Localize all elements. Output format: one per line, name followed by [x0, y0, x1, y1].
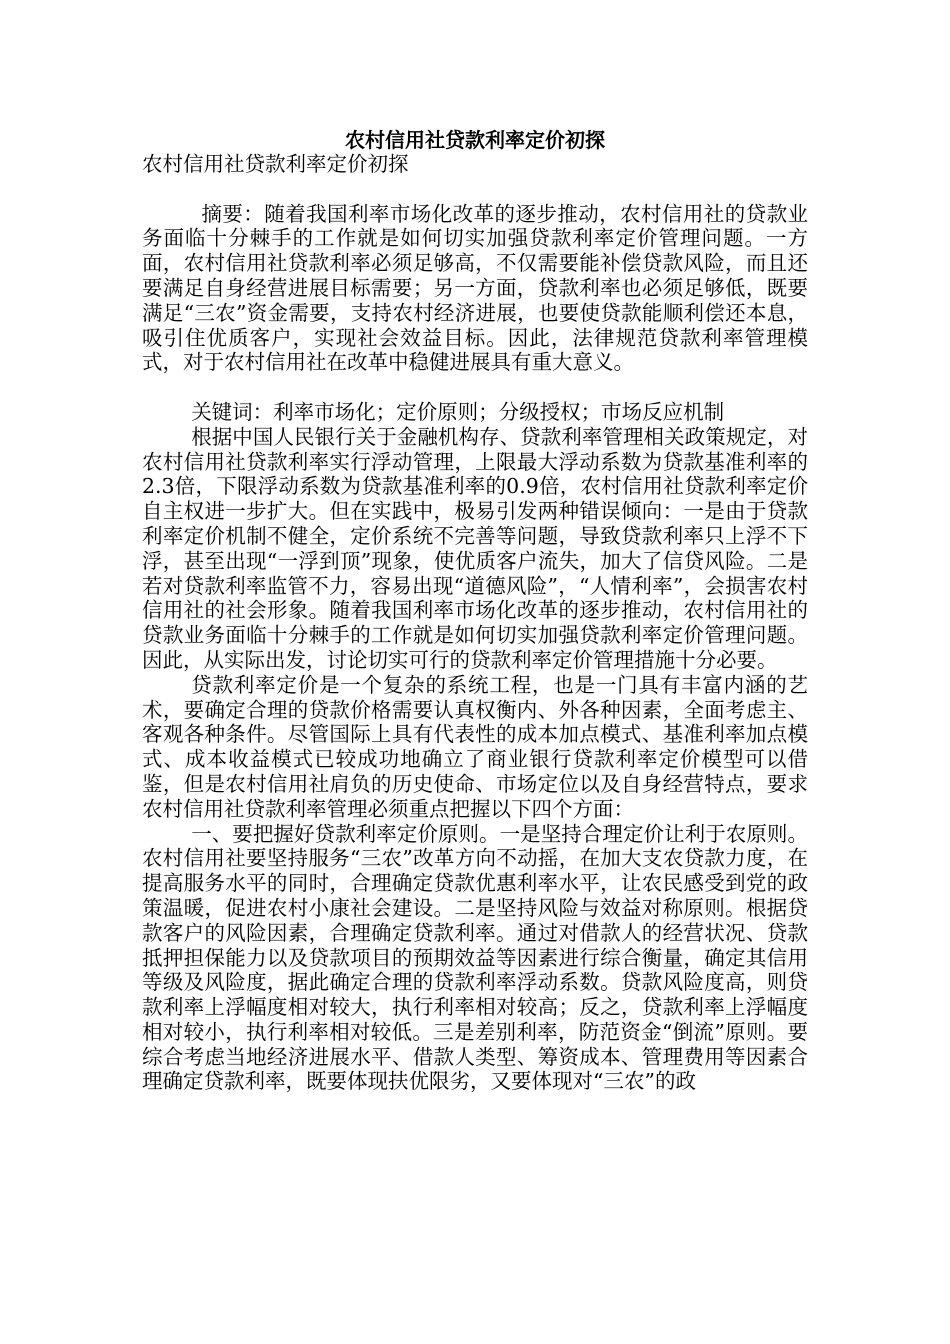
document-body — [142, 152, 808, 1094]
body-paragraph: 根据中国人民银行关于金融机构存、贷款利率管理相关政策规定，对农村信用社贷款利率实行浮动管理，上限最大浮动系数为贷款基准利率的2.3倍，下限浮动系数为贷款基准利率的0.9倍，农村信用社贷款利率定价自主权进一步扩大。但在实践中，极易引发两种错误倾向：一是由于贷款利率定价机制不健全，定价系统不完善等问题，导致贷款利率只上浮不下浮，甚至出现“一浮到顶”现象，使优质客户流失，加大了信贷风险。二是若对贷款利率监管不力，容易出现“道德风险”，“人情利率”，会损害农村信用社的社会形象。随着我国利率市场化改革的逐步推动，农村信用社的贷款业务面临十分棘手的工作就是如何切实加强贷款利率定价管理问题。因此，从实际出发，讨论切实可行的贷款利率定价管理措施十分必要。 — [142, 424, 808, 672]
document-subtitle: 农村信用社贷款利率定价初探 — [142, 152, 409, 176]
body-paragraph: 贷款利率定价是一个复杂的系统工程，也是一门具有丰富内涵的艺术，要确定合理的贷款价格需要认真权衡内、外各种因素，全面考虑主、客观各种条件。尽管国际上具有代表性的成本加点模式、基准利率加点模式、成本收益模式已较成功地确立了商业银行贷款利率定价模型可以借鉴，但是农村信用社肩负的历史使命、市场定位以及自身经营特点，要求农村信用社贷款利率管理必须重点把握以下四个方面： — [142, 672, 808, 821]
abstract-paragraph: 摘要：随着我国利率市场化改革的逐步推动，农村信用社的贷款业务面临十分棘手的工作就是如何切实加强贷款利率定价管理问题。一方面，农村信用社贷款利率必须足够高，不仅需要能补偿贷款风险，而且还要满足自身经营进展目标需要；另一方面，贷款利率也必须足够低，既要满足“三农”资金需要，支持农村经济进展，也要使贷款能顺利偿还本息，吸引住优质客户，实现社会效益目标。因此，法律规范贷款利率管理模式，对于农村信用社在改革中稳健进展具有重大意义。 — [142, 201, 808, 375]
blank-line — [142, 177, 808, 202]
body-paragraph: 一、要把握好贷款利率定价原则。一是坚持合理定价让利于农原则。农村信用社要坚持服务“三农”改革方向不动摇，在加大支农贷款力度，在提高服务水平的同时，合理确定贷款优惠利率水平，让农民感受到党的政策温暖，促进农村小康社会建设。二是坚持风险与效益对称原则。根据贷款客户的风险因素，合理确定贷款利率。通过对借款人的经营状况、贷款抵押担保能力以及贷款项目的预期效益等因素进行综合衡量，确定其信用等级及风险度，据此确定合理的贷款利率浮动系数。贷款风险度高，则贷款利率上浮幅度相对较大，执行利率相对较高；反之，贷款利率上浮幅度相对较小，执行利率相对较低。三是差别利率，防范资金“倒流”原则。要综合考虑当地经济进展水平、借款人类型、筹资成本、管理费用等因素合理确定贷款利率，既要体现扶优限劣，又要体现对“三农”的政 — [142, 821, 808, 1094]
keywords-line: 关键词：利率市场化；定价原则；分级授权；市场反应机制 — [191, 399, 725, 424]
document-title: 农村信用社贷款利率定价初探 — [345, 128, 605, 152]
blank-line — [142, 375, 808, 400]
